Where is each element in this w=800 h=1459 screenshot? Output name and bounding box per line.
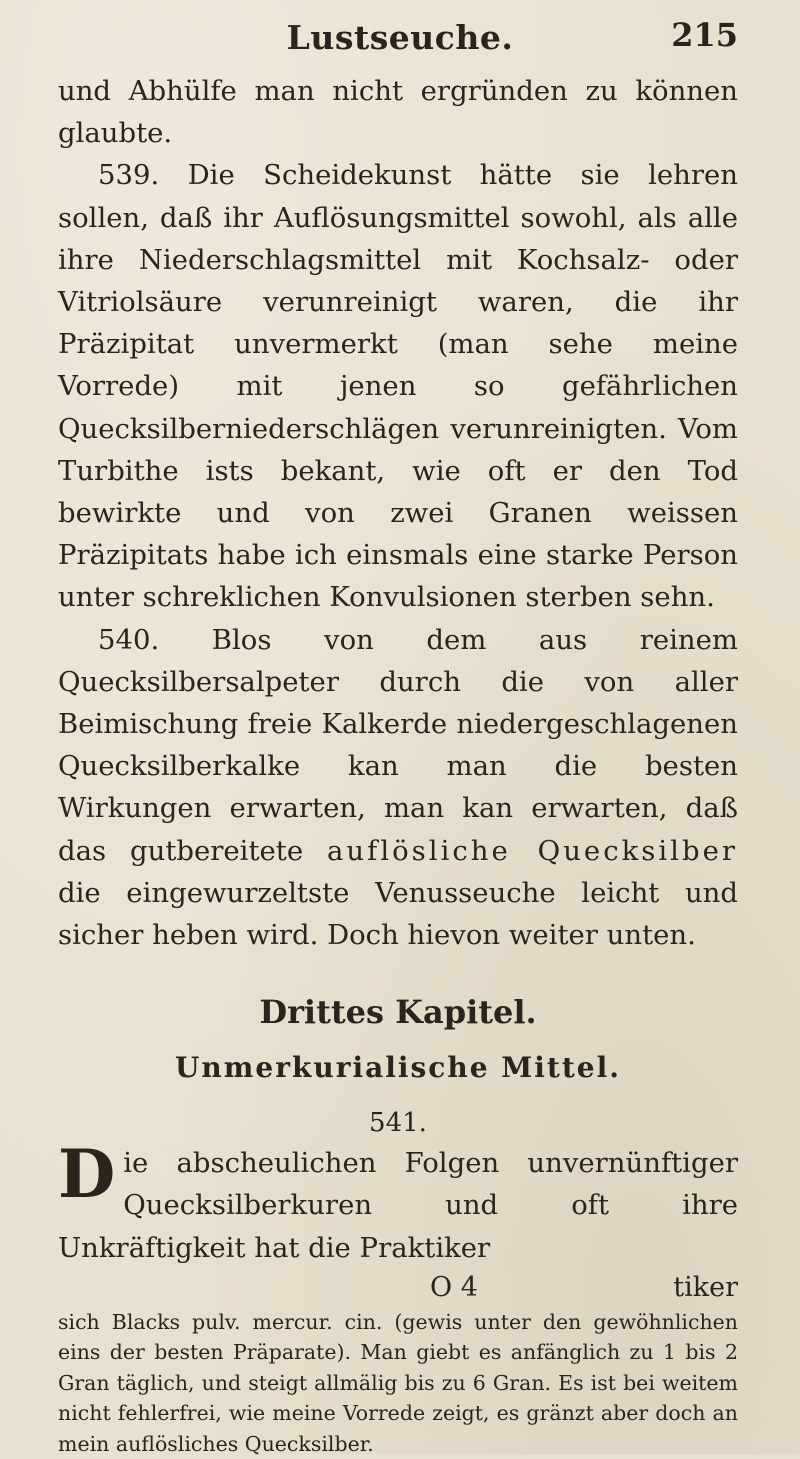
- footnote: sich Blacks pulv. mercur. cin. (gewis unter den gewöhnlichen eins der besten Präparate). Man giebt es anfänglich zu 1 bis 2 Gran täglich, und steigt allmälig bis zu 6 Gran. Es ist bei weitem nicht fehlerfrei, wie meine Vorrede zeigt, es gränzt aber doch an mein auflösliches Quecksilber.: [58, 1309, 738, 1456]
- emphasized-term: auflösliche Quecksilber: [327, 834, 738, 867]
- chapter-title: Drittes Kapitel.: [259, 993, 537, 1032]
- paragraph-continuation: und Abhülfe man nicht ergründen zu können glaubte.: [58, 75, 738, 150]
- paragraph-540-text-b: die eingewurzeltste Venusseuche leicht und sicher heben wird. Doch hievon weiter unten.: [58, 876, 738, 952]
- drop-cap: D: [58, 1135, 116, 1214]
- paragraph-540: [58, 619, 738, 957]
- page-number: 215: [671, 16, 738, 54]
- signature-line: [58, 1267, 738, 1307]
- body-text: [58, 70, 738, 1459]
- paragraph-541: [58, 1135, 738, 1269]
- paragraph-541-text: ie abscheulichen Folgen unvernünftiger Quecksilberkuren und oft ihre Unkräftigkeit hat die Praktiker: [58, 1147, 738, 1264]
- section-number: 541.: [369, 1108, 427, 1139]
- running-head: Lustseuche.: [286, 18, 514, 57]
- paragraph-539: 539. Die Scheidekunst hätte sie lehren sollen, daß ihr Auflösungsmittel sowohl, als alle ihre Niederschlagsmittel mit Kochsalz- oder Vitriolsäure verunreinigt waren, die ihr Präzipitat unvermerkt (man sehe meine Vorrede) mit jenen so gefährlichen Quecksilberniederschlägen verunreinigten. Vom Turbithe ists bekant, wie oft er den Tod bewirkte und von zwei Granen weissen Präzipitats habe ich einsmals eine starke Person unter schreklichen Konvulsionen sterben sehn.: [58, 159, 738, 614]
- signature-mark: O 4: [430, 1271, 478, 1303]
- page-header: [0, 6, 800, 66]
- chapter-subtitle: Unmerkurialische Mittel.: [175, 1051, 621, 1085]
- paragraph-540-text-a: 540. Blos von dem aus reinem Quecksilbersalpeter durch die von aller Beimischung freie Kalkerde niedergeschlagenen Quecksilberkalke kan man die besten Wirkungen erwarten, man kan erwarten, daß das gutbereitete: [58, 623, 738, 867]
- catchword: tiker: [673, 1271, 738, 1303]
